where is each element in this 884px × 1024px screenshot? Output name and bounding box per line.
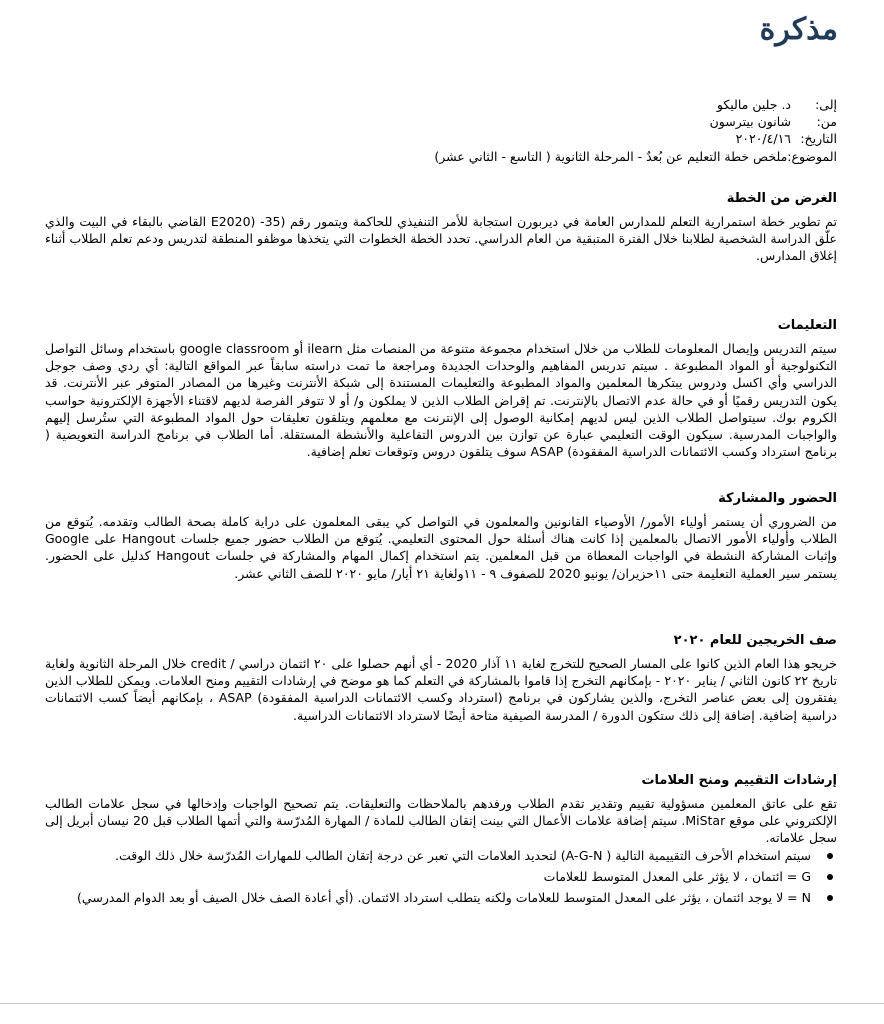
section-grading [45,772,837,910]
grading-bullet-text: G = ائتمان ، لا يؤثر على المعدل المتوسط للعلامات [543,868,811,884]
header-date-row [47,130,837,147]
bullet-dot-icon [827,853,833,859]
grading-bullet [45,847,811,864]
section-attendance-body: من الضروري أن يستمر أولياء الأمور/ الأوصياء القانونين والمعلمون في التواصل كي يبقى المعلمون على دراية كاملة بصحة الطالب وتقدمه. يُتوقع من الطلاب وأولياء الأمور الاتصال بالمعلمين إذا كانت هناك أسئلة حول المحتوى التعليمي. يُتوقع من الطلاب حضور جميع جلسات Hangout على Google وإثبات المشاركة النشطة في الواجبات المعطاة من قبل المعلمين. يتم استخدام إكمال المهام والمشاركة في جلسات Hangout كدليل على الحضور. يستمر سير العملية التعليمة حتى ١١حزيران/ يونيو 2020 للصفوف ٩ - ١١ولغاية ٢١ أيار/ مايو ٢٠٢٠ للصف الثاني عشر. [45,514,837,581]
section-instruction-body: سيتم التدريس وإيصال المعلومات للطلاب من خلال استخدام مجموعة متنوعة من المنصات مثل ilearn أو google classroom باستخدام وسائل التواصل التكنولوجية أو المواد المطبوعة . سيتم تدريس المفاهيم والوحدات الجديدة ومراجعة ما تمت دراسته سابقاً عبر المواقع التالية: أي ردي وصف جوجل الدراسي وأي اكسل ودروس يبتكرها المعلمين والمواد المطبوعة والتعليمات المستندة إلى شبكة الأنترنت وغيرها من المصادر المتوفر عبر الأنترنت. قد يكون التدريس رقميًا أو في حالة عدم الاتصال بالإنترنت. تم إقراض الطلاب الذين لا يملكون و/ أو لا تتوفر الفرصة لديهم لاقتناء الأجهزة الإلكترونية حواسب الكروم بوك. سيتواصل الطلاب الذين ليس لديهم إمكانية الوصول إلى الإنترنت مع معلمهم ويتلقون تعليقات حول المواد المطبوعة التي ستُرسل إليهم والواجبات المدرسية. سيكون الوقت التعليمي عبارة عن توازن بين الدروس التفاعلية والأنشطة المستقلة. أما الطلاب في برنامج الدراسة التعويضية ( برنامج استرداد وكسب الائتمانات الدراسية المفقودة) ASAP سوف يتلقون دروس وتوقعات تعلم إضافية. [45,341,837,460]
grading-bullet [45,889,811,906]
header-to-label: إلى: [815,97,837,112]
header-to-value: د. جلين ماليكو [716,97,791,112]
memo-header [47,96,837,165]
memo-title: مذكرة [759,12,838,47]
grading-bullet-text: سيتم استخدام الأحرف التقييمية التالية ( A-G-N) لتحديد العلامات التي تعبر عن درجة إتقان الطالب للمهارات المُدرّسة خلال ذلك الوقت. [115,847,811,863]
section-attendance [45,490,837,582]
section-purpose-heading: الغرض من الخطة [726,191,837,206]
section-purpose [45,190,837,265]
page-bottom-divider [0,1003,884,1004]
header-date-value: ٢٠٢٠/٤/١٦ [735,131,791,147]
grading-bullet-list [45,847,837,907]
section-instruction [45,317,837,460]
section-instruction-heading: التعليمات [777,318,837,333]
header-subject-row [47,148,837,165]
bullet-dot-icon [827,895,833,901]
section-graduates-body: خريجو هذا العام الذين كانوا على المسار الصحيح للتخرج لغاية ١١ آذار 2020 - أي أنهم حصلوا على ٢٠ ائتمان دراسي / credit خلال المرحلة الثانوية ولغاية تاريخ ٢٢ كانون الثاني / يناير ٢٠٢٠ - بإمكانهم التخرج إذا قاموا بالمشاركة في التعلم كما هو موضح في إرشادات التقييم ومنح العلامات. ويمكن للطلاب الذين يفتقرون إلى بعض عناصر التخرج، والذين يشاركون في برنامج (استرداد وكسب الائتمانات الدراسية المفقودة) ASAP ، بإمكانهم أيضاً كسب الائتمانات دراسية إضافية. إضافة إلى ذلك ستكون الدورة / المدرسة الصيفية متاحة أيضًا لاسترداد الائتمانات الدراسية. [45,656,838,723]
section-grading-body: تقع على عاتق المعلمين مسؤولية تقييم وتقدير تقدم الطلاب ورفدهم بالملاحظات والتعليقات. يتم تصحيح الواجبات وإدخالها في سجل علامات الطالب الإلكتروني على موقع MiStar. سيتم إضافة علامات الأعمال التي بينت إتقان الطالب للمادة / المهارة المُدرّسة والتي أتمها الطلاب قبل 20 نيسان أبريل إلى سجل علاماته. [45,796,837,846]
section-graduates-heading: صف الخريجين للعام ٢٠٢٠ [673,633,837,648]
header-to-row [47,96,837,113]
header-date-label: التاريخ: [800,131,837,147]
grading-bullet [45,868,811,885]
header-subject-value: ملخص خطة التعليم عن بُعدٌ - المرحلة الثانوية ( التاسع - الثاني عشر) [434,148,788,164]
header-from-label: من: [816,114,837,130]
header-subject-label: الموضوع: [787,148,837,164]
grading-bullet-text: N = لا يوجد ائتمان ، يؤثر على المعدل المتوسط للعلامات ولكنه يتطلب استرداد الائتمان. (أي أعادة الصف خلال الصيف أو بعد الدوام المدرسي) [77,890,811,906]
bullet-dot-icon [827,874,833,880]
section-attendance-heading: الحضور والمشاركة [718,491,837,506]
section-grading-heading: إرشادات التقييم ومنح العلامات [641,773,837,788]
section-purpose-body: تم تطوير خطة استمرارية التعلم للمدارس العامة في ديربورن استجابة للأمر التنفيذي للحاكمة ويتمور رقم (35- (E2020 القاضي بالبقاء في البيت والذي علّق الدراسة الشخصية لطلابنا خلال الفترة المتبقية من العام الدراسي. تحدد الخطة الخطوات التي يتخذها موظفو المنطقة لتدريس ودعم تعلم الطلاب أثناء إغلاق المدارس. [45,214,837,264]
header-from-row [47,113,837,130]
header-from-value: شانون بيترسون [709,114,791,130]
section-graduates [45,632,837,724]
